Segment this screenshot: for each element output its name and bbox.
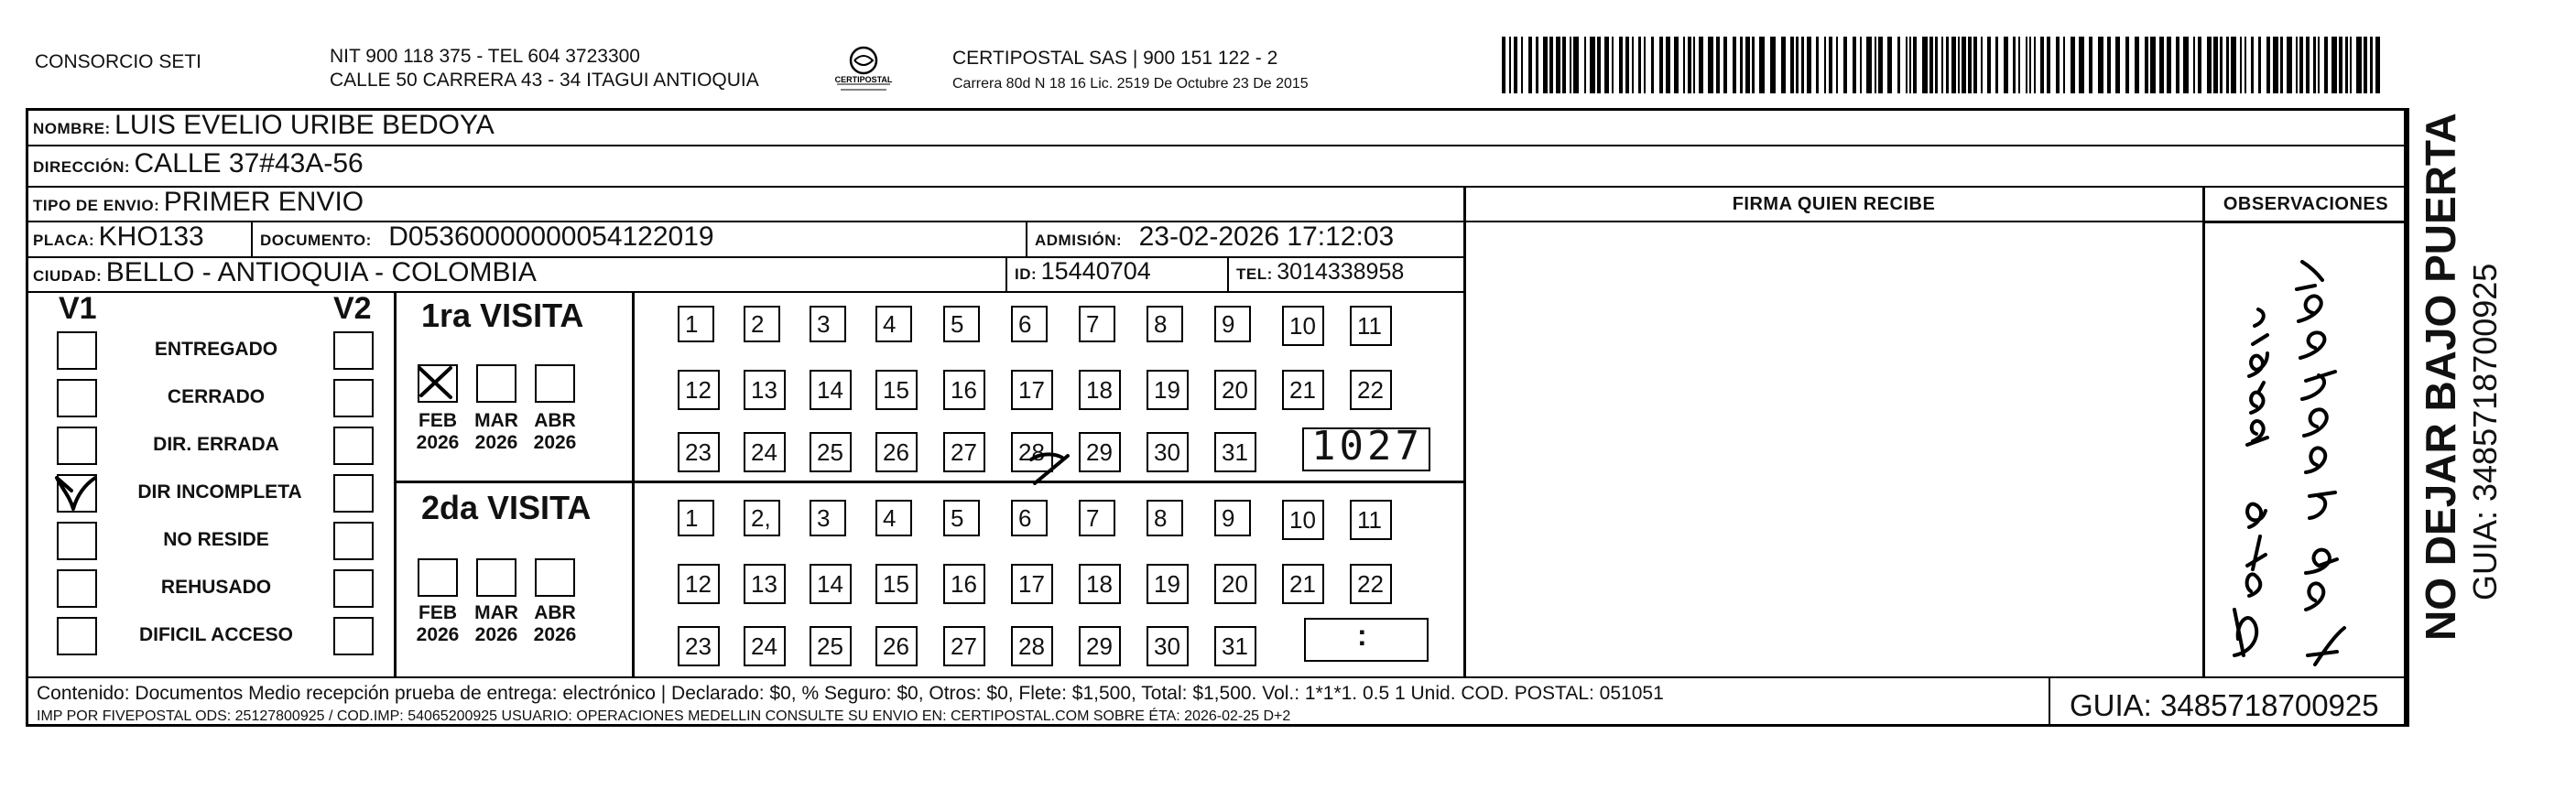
barcode-bar — [1733, 37, 1736, 93]
barcode-bar — [1995, 37, 1998, 93]
barcode-bar — [2226, 37, 2229, 93]
visit1-day-box[interactable]: 13 — [744, 370, 786, 410]
visit2-day-box[interactable]: 5 — [943, 500, 980, 536]
barcode-bar — [2313, 37, 2316, 93]
status-label: DIR. ERRADA — [153, 434, 279, 455]
barcode-bar — [1929, 37, 1933, 93]
direccion-label: DIRECCIÓN: — [33, 158, 131, 176]
barcode-bar — [1770, 37, 1776, 93]
barcode-bar — [2296, 37, 2298, 93]
barcode-bar — [1570, 37, 1571, 93]
barcode-bar — [2125, 37, 2129, 93]
barcode-bar — [2135, 37, 2139, 93]
tipo-row — [33, 187, 364, 218]
barcode-bar — [1740, 37, 1743, 93]
handwritten-observation — [2207, 225, 2407, 674]
barcode-bar — [1509, 37, 1511, 93]
visit2-day-box[interactable]: 28 — [1011, 626, 1053, 666]
barcode-bar — [2231, 37, 2236, 93]
visit2-day-box[interactable]: 12 — [678, 564, 720, 604]
visit2-month-label — [469, 602, 524, 646]
barcode-bar — [1683, 37, 1685, 93]
barcode-bar — [2370, 37, 2373, 93]
visit2-day-box[interactable]: 25 — [810, 626, 852, 666]
barcode-bar — [1502, 37, 1505, 93]
visit2-day-box[interactable]: 6 — [1011, 500, 1048, 536]
barcode-bar — [1745, 37, 1750, 93]
barcode-bar — [2213, 37, 2218, 93]
visit2-day-box[interactable]: 9 — [1214, 500, 1251, 536]
visit1-day-box[interactable]: 15 — [875, 370, 918, 410]
barcode-bar — [2258, 37, 2261, 93]
documento-value: D05360000000054122019 — [388, 222, 714, 252]
visit2-day-box[interactable]: 1 — [678, 500, 714, 536]
barcode-bar — [1573, 37, 1579, 93]
barcode-bar — [1723, 37, 1727, 93]
observaciones-label: OBSERVACIONES — [2223, 194, 2389, 214]
barcode-bar — [1619, 37, 1623, 93]
barcode-bar — [2159, 37, 2164, 93]
barcode-bar — [1913, 37, 1917, 93]
footer-guia: GUIA: 3485718700925 — [2070, 688, 2379, 722]
month-name: ABR — [534, 602, 576, 623]
visit1-day-box[interactable]: 17 — [1011, 370, 1053, 410]
placa-value: KHO133 — [98, 222, 204, 252]
barcode-bar — [2280, 37, 2283, 93]
visit2-day-box[interactable]: 30 — [1147, 626, 1189, 666]
visit1-day-box[interactable]: 6 — [1011, 306, 1048, 342]
visit1-day-box[interactable]: 22 — [1350, 370, 1392, 410]
visit1-day-box[interactable]: 1 — [678, 306, 714, 342]
barcode-bar — [1549, 37, 1553, 93]
visit1-month-checkbox[interactable] — [535, 364, 575, 403]
visit1-day-box[interactable]: 31 — [1214, 432, 1256, 472]
visit1-month-label — [469, 410, 524, 454]
visit2-day-box[interactable]: 2, — [744, 500, 780, 536]
barcode-bar — [2324, 37, 2328, 93]
carrier-line: CERTIPOSTAL SAS | 900 151 122 - 2 — [952, 48, 1278, 69]
nit-line: NIT 900 118 375 - TEL 604 3723300 — [330, 46, 640, 67]
visit2-day-box[interactable]: 15 — [875, 564, 918, 604]
month-year: 2026 — [474, 432, 518, 453]
visit2-day-box[interactable]: 10 — [1282, 500, 1324, 540]
visit2-day-box[interactable]: 13 — [744, 564, 786, 604]
barcode-bar — [1973, 37, 1977, 93]
visit2-day-box[interactable]: 23 — [678, 626, 720, 666]
visit2-day-box[interactable]: 3 — [810, 500, 846, 536]
barcode-bar — [1638, 37, 1641, 93]
barcode-bar — [2331, 37, 2337, 93]
visit1-day-box[interactable]: 18 — [1079, 370, 1121, 410]
nombre-row — [33, 110, 495, 141]
barcode-bar — [1951, 37, 1956, 93]
barcode-bar — [1962, 37, 1966, 93]
barcode-bar — [2026, 37, 2027, 93]
barcode-bar — [2207, 37, 2212, 93]
nombre-value: LUIS EVELIO URIBE BEDOYA — [114, 110, 495, 140]
barcode-bar — [1801, 37, 1804, 93]
address-line: CALLE 50 CARRERA 43 - 34 ITAGUI ANTIOQUIA — [330, 70, 759, 91]
barcode-bar — [2350, 37, 2352, 93]
status-label: ENTREGADO — [154, 339, 278, 360]
barcode-bar — [1987, 37, 1991, 93]
visit1-day-box[interactable]: 7 — [1079, 306, 1115, 342]
barcode-bar — [2056, 37, 2060, 93]
month-name: FEB — [418, 602, 457, 623]
barcode-bar — [1556, 37, 1560, 93]
visit2-day-box[interactable]: 22 — [1350, 564, 1392, 604]
barcode-bar — [2339, 37, 2342, 93]
month-year: 2026 — [533, 432, 577, 453]
visit1-title: 1ra VISITA — [421, 297, 584, 334]
documento-label: DOCUMENTO: — [260, 232, 372, 249]
barcode-bar — [1666, 37, 1670, 93]
barcode-bar — [1807, 37, 1811, 93]
barcode-bar — [1897, 37, 1900, 93]
visit2-day-box[interactable]: 21 — [1282, 564, 1324, 604]
barcode-bar — [1521, 37, 1523, 93]
barcode-bar — [2345, 37, 2348, 93]
status-label: DIR INCOMPLETA — [137, 481, 302, 503]
barcode-bar — [1906, 37, 1908, 93]
month-year: 2026 — [416, 432, 460, 453]
footer-print-line: IMP POR FIVEPOSTAL ODS: 25127800925 / COD.IMP: 54065200925 USUARIO: OPERACIONES MEDELLIN CONSULTE SU ENVIO EN: CERTIPOSTAL.COM SOBRE ÉTA: 2026-02-25 D+2 — [37, 708, 1291, 724]
barcode-bar — [2115, 37, 2120, 93]
barcode-bar — [2004, 37, 2008, 93]
barcode — [1502, 37, 2386, 93]
barcode-bar — [1625, 37, 1629, 93]
barcode-bar — [2040, 37, 2044, 93]
barcode-bar — [1909, 37, 1911, 93]
status-label: REHUSADO — [160, 577, 272, 598]
barcode-bar — [1693, 37, 1695, 93]
barcode-bar — [1688, 37, 1691, 93]
visit2-day-box[interactable]: 19 — [1147, 564, 1189, 604]
admision-label: ADMISIÓN: — [1035, 232, 1123, 249]
barcode-bar — [1781, 37, 1786, 93]
nombre-label: NOMBRE: — [33, 120, 111, 137]
month-year: 2026 — [416, 624, 460, 645]
barcode-bar — [2306, 37, 2310, 93]
barcode-bar — [1843, 37, 1847, 93]
tel-cell — [1236, 259, 1404, 286]
barcode-bar — [2071, 37, 2075, 93]
visit1-day-box[interactable]: 16 — [943, 370, 985, 410]
barcode-bar — [2240, 37, 2242, 93]
barcode-bar — [1941, 37, 1943, 93]
month-name: ABR — [534, 410, 576, 431]
barcode-bar — [2018, 37, 2020, 93]
visit2-title: 2da VISITA — [421, 489, 592, 526]
barcode-bar — [2299, 37, 2303, 93]
visit2-day-box[interactable]: 17 — [1011, 564, 1053, 604]
visit2-day-box[interactable]: 26 — [875, 626, 918, 666]
barcode-bar — [1968, 37, 1972, 93]
barcode-bar — [1674, 37, 1679, 93]
barcode-bar — [1887, 37, 1892, 93]
month-name: MAR — [474, 410, 518, 431]
id-cell — [1015, 257, 1151, 286]
barcode-bar — [1922, 37, 1928, 93]
barcode-bar — [2375, 37, 2380, 93]
certipostal-logo — [831, 44, 896, 97]
ciudad-value: BELLO - ANTIOQUIA - COLOMBIA — [105, 257, 537, 287]
placa-cell — [33, 222, 204, 253]
barcode-bar — [2047, 37, 2050, 93]
visit1-day-box[interactable]: 25 — [810, 432, 852, 472]
barcode-bar — [1790, 37, 1794, 93]
ciudad-cell — [33, 257, 537, 288]
barcode-bar — [2167, 37, 2171, 93]
tipo-value: PRIMER ENVIO — [163, 187, 364, 217]
id-label: ID: — [1015, 265, 1038, 283]
visit2-day-box[interactable]: 14 — [810, 564, 852, 604]
barcode-bar — [2145, 37, 2148, 93]
barcode-bar — [1632, 37, 1634, 93]
barcode-bar — [1824, 37, 1826, 93]
barcode-bar — [2318, 37, 2320, 93]
barcode-bar — [1878, 37, 1883, 93]
barcode-bar — [1958, 37, 1960, 93]
visit1-day-box[interactable]: 5 — [943, 306, 980, 342]
admision-cell — [1035, 222, 1394, 253]
logo-wordmark: CERTIPOSTAL — [834, 75, 893, 84]
barcode-bar — [2063, 37, 2065, 93]
visit2-month-label — [410, 602, 465, 646]
barcode-bar — [2193, 37, 2195, 93]
tipo-label: TIPO DE ENVIO: — [33, 197, 160, 214]
barcode-bar — [1752, 37, 1755, 93]
barcode-bar — [2079, 37, 2084, 93]
visit1-day-box[interactable]: 2 — [744, 306, 780, 342]
visit1-day-box[interactable]: 10 — [1282, 306, 1324, 346]
feb-checkmark — [414, 361, 458, 405]
firma-label: FIRMA QUIEN RECIBE — [1732, 194, 1936, 214]
ciudad-label: CIUDAD: — [33, 267, 103, 285]
barcode-bar — [1981, 37, 1983, 93]
direccion-value: CALLE 37#43A-56 — [134, 148, 364, 178]
barcode-bar — [1796, 37, 1799, 93]
visit1-day-box[interactable]: 3 — [810, 306, 846, 342]
v2-header: V2 — [333, 291, 372, 326]
visit1-day-box[interactable]: 12 — [678, 370, 720, 410]
company-name: CONSORCIO SETI — [35, 51, 202, 72]
visit1-day-box[interactable]: 19 — [1147, 370, 1189, 410]
barcode-bar — [1562, 37, 1566, 93]
visit1-day-box[interactable]: 24 — [744, 432, 786, 472]
barcode-bar — [1590, 37, 1595, 93]
visit1-day-box[interactable]: 11 — [1350, 306, 1392, 346]
barcode-bar — [1866, 37, 1872, 93]
admision-value: 23-02-2026 17:12:03 — [1138, 222, 1395, 252]
dir-incompleta-checkmark — [53, 474, 99, 514]
license-line: Carrera 80d N 18 16 Lic. 2519 De Octubre 23 De 2015 — [952, 76, 1309, 92]
barcode-bar — [2183, 37, 2189, 93]
month-year: 2026 — [533, 624, 577, 645]
barcode-bar — [1708, 37, 1713, 93]
barcode-bar — [1644, 37, 1646, 93]
direccion-row — [33, 148, 364, 179]
barcode-bar — [1536, 37, 1538, 93]
visit2-day-box[interactable]: 24 — [744, 626, 786, 666]
visit1-month-label — [410, 410, 465, 454]
status-label: CERRADO — [167, 386, 266, 407]
barcode-bar — [1528, 37, 1532, 93]
visit1-time-handwritten: 1027 — [1311, 423, 1423, 470]
barcode-bar — [1853, 37, 1856, 93]
visit1-day-box[interactable]: 30 — [1147, 432, 1189, 472]
visit1-day-box[interactable]: 23 — [678, 432, 720, 472]
visit1-month-checkbox[interactable] — [476, 364, 516, 403]
month-name: FEB — [418, 410, 457, 431]
barcode-bar — [2220, 37, 2223, 93]
barcode-bar — [2176, 37, 2179, 93]
barcode-bar — [1816, 37, 1819, 93]
barcode-bar — [1935, 37, 1938, 93]
visit1-day-box[interactable]: 27 — [943, 432, 985, 472]
visit1-month-label — [527, 410, 582, 454]
no-dejar-bajo-puerta: NO DEJAR BAJO PUERTA — [2417, 113, 2464, 641]
visit1-day-box[interactable]: 26 — [875, 432, 918, 472]
visit2-time-separator: : — [1357, 619, 1367, 652]
barcode-bar — [2287, 37, 2292, 93]
barcode-bar — [2251, 37, 2254, 93]
barcode-bar — [1584, 37, 1586, 93]
v1-header: V1 — [59, 291, 97, 326]
barcode-bar — [1759, 37, 1765, 93]
barcode-bar — [2364, 37, 2367, 93]
visit2-day-box[interactable]: 20 — [1214, 564, 1256, 604]
side-guia: GUIA: 3485718700925 — [2466, 263, 2504, 600]
barcode-bar — [1875, 37, 1876, 93]
visit2-day-box[interactable]: 8 — [1147, 500, 1183, 536]
barcode-bar — [2029, 37, 2031, 93]
barcode-bar — [2089, 37, 2092, 93]
barcode-bar — [2356, 37, 2362, 93]
placa-label: PLACA: — [33, 232, 95, 249]
visit1-day-box[interactable]: 9 — [1214, 306, 1251, 342]
visit2-day-box[interactable]: 31 — [1214, 626, 1256, 666]
visit2-month-checkbox[interactable] — [476, 558, 516, 597]
visit1-day-box[interactable]: 14 — [810, 370, 852, 410]
barcode-bar — [2107, 37, 2111, 93]
visit1-day-box[interactable]: 28 — [1011, 432, 1053, 472]
visit2-day-box[interactable]: 29 — [1079, 626, 1121, 666]
barcode-bar — [1946, 37, 1949, 93]
barcode-bar — [2244, 37, 2246, 93]
status-label: NO RESIDE — [163, 529, 269, 550]
visit2-month-checkbox[interactable] — [418, 558, 458, 597]
visit1-day-box[interactable]: 4 — [875, 306, 912, 342]
visit2-day-box[interactable]: 27 — [943, 626, 985, 666]
visit2-day-box[interactable]: 7 — [1079, 500, 1115, 536]
visit2-month-label — [527, 602, 582, 646]
visit2-day-box[interactable]: 18 — [1079, 564, 1121, 604]
visit1-day-box[interactable]: 20 — [1214, 370, 1256, 410]
barcode-bar — [2198, 37, 2201, 93]
barcode-bar — [1597, 37, 1601, 93]
barcode-bar — [2034, 37, 2036, 93]
visit2-day-box[interactable]: 11 — [1350, 500, 1392, 540]
status-label: DIFICIL ACCESO — [138, 624, 293, 645]
barcode-bar — [2150, 37, 2156, 93]
barcode-bar — [1829, 37, 1832, 93]
visit2-day-box[interactable]: 16 — [943, 564, 985, 604]
barcode-bar — [1659, 37, 1663, 93]
barcode-bar — [1543, 37, 1548, 93]
barcode-bar — [1651, 37, 1654, 93]
tel-value: 3014338958 — [1277, 259, 1405, 285]
id-value: 15440704 — [1040, 257, 1151, 285]
barcode-bar — [2273, 37, 2278, 93]
documento-cell — [260, 222, 714, 253]
visit2-month-checkbox[interactable] — [535, 558, 575, 597]
barcode-bar — [2266, 37, 2270, 93]
barcode-bar — [1612, 37, 1614, 93]
barcode-bar — [1604, 37, 1609, 93]
tel-label: TEL: — [1236, 265, 1273, 283]
visit1-day-box[interactable]: 21 — [1282, 370, 1324, 410]
barcode-bar — [1860, 37, 1862, 93]
footer-content-line: Contenido: Documentos Medio recepción prueba de entrega: electrónico | Declarado: $0, % Seguro: $0, Otros: $0, Flete: $1,500, Total: $1,500. Vol.: 1*1*1. 0.5 1 Unid. COD. POSTAL: 051051 — [37, 683, 1664, 704]
barcode-bar — [2098, 37, 2103, 93]
barcode-bar — [1514, 37, 1517, 93]
barcode-bar — [2013, 37, 2016, 93]
barcode-bar — [1716, 37, 1720, 93]
day-28-crossed — [1029, 447, 1075, 491]
barcode-bar — [1836, 37, 1838, 93]
barcode-bar — [1699, 37, 1703, 93]
visit2-day-box[interactable]: 4 — [875, 500, 912, 536]
month-year: 2026 — [474, 624, 518, 645]
visit1-day-box[interactable]: 8 — [1147, 306, 1183, 342]
month-name: MAR — [474, 602, 518, 623]
visit1-day-box[interactable]: 29 — [1079, 432, 1121, 472]
